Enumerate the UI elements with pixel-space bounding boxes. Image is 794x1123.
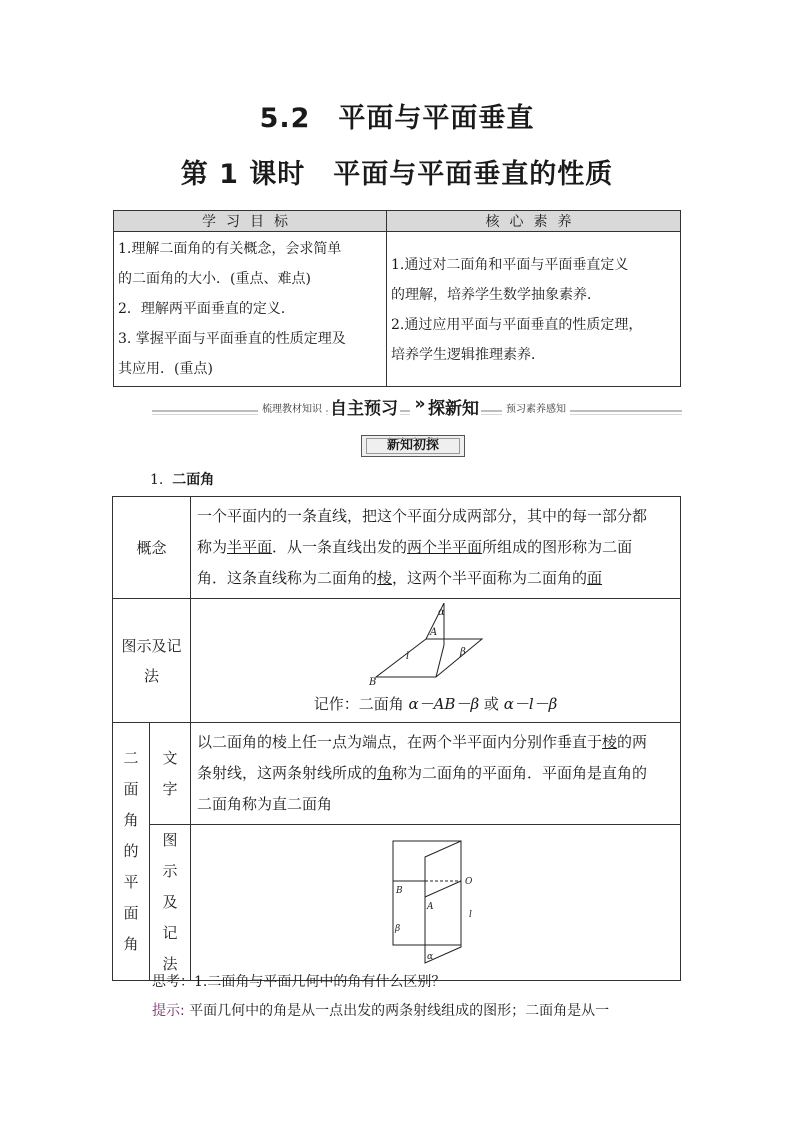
- plane-angle-text: 以二面角的棱上任一点为端点，在两个半平面内分别作垂直于棱的两 条射线，这两条射线所成的角称为二面角的平面角．平面角是直角的 二面角称为直二面角: [191, 723, 681, 825]
- label-beta2: β: [394, 923, 400, 934]
- notation-line: 记作：二面角 α－AB－β 或 α－l－β: [313, 695, 558, 713]
- literacy-list: 1.通过对二面角和平面与平面垂直定义 的理解，培养学生数学抽象素养． 2.通过应用平面与平面垂直的性质定理， 培养学生逻辑推理素养．: [387, 232, 681, 387]
- concept-text: 一个平面内的一条直线，把这个平面分成两部分，其中的每一部分都 称为半平面．从一条直线出发的两个半平面所组成的图形称为二面 角．这条直线称为二面角的棱，这两个半平面称为二面角的面: [191, 497, 681, 599]
- label-A: A: [429, 627, 437, 638]
- text-label: 文 字: [150, 723, 191, 825]
- label-A2: A: [426, 901, 433, 912]
- label-O: O: [464, 876, 472, 887]
- plane-beta: [376, 639, 482, 677]
- label-B: B: [368, 677, 376, 688]
- section-tag: 新知初探: [361, 435, 465, 457]
- plane-angle-figure-cell: [191, 825, 681, 981]
- hint-label: 提示:: [152, 1003, 185, 1019]
- think-question: 思考：1.二面角与平面几何中的角有什么区别？: [152, 974, 446, 990]
- label-l2: l: [468, 909, 472, 920]
- objectives-header: 学习目标: [114, 211, 387, 232]
- label-alpha2: α: [426, 951, 433, 962]
- term-two-half-planes: 两个半平面: [407, 538, 483, 556]
- plane-angle-label: 二 面 角 的 平 面 角: [113, 723, 150, 981]
- label-alpha: α: [437, 607, 445, 618]
- dihedral-figure-cell: [191, 599, 681, 723]
- label-B2: B: [395, 885, 403, 896]
- objectives-list: 1.理解二面角的有关概念，会求简单 的二面角的大小．(重点、难点) 2．理解两平面垂直的定义． 3. 掌握平面与平面垂直的性质定理及 其应用．(重点): [114, 232, 387, 387]
- term-half-plane: 半平面: [227, 538, 273, 556]
- hint-text: 平面几何中的角是从一点出发的两条射线组成的图形；二面角是从一: [184, 1003, 610, 1019]
- hint-line: [152, 1000, 609, 1020]
- banner-arrow-icon: »: [410, 394, 430, 418]
- dihedral-table: [112, 496, 681, 981]
- banner-left-text: 梳理教材知识: [258, 400, 326, 424]
- figure-label: 图 示 及 记 法: [150, 825, 191, 981]
- diagram-label: 图示及记 法: [113, 599, 191, 723]
- banner-right-text: 预习素养感知: [502, 400, 570, 424]
- term-face: 面: [587, 569, 603, 587]
- banner-main-text: 自主预习: [328, 394, 400, 418]
- objectives-table: [113, 210, 681, 387]
- plane-angle-figure: [389, 835, 483, 971]
- section-title: 5.2 平面与平面垂直: [259, 103, 535, 134]
- topic-heading: 1. 二面角: [150, 472, 215, 488]
- dihedral-angle-figure: [366, 603, 506, 689]
- label-l: l: [405, 651, 409, 662]
- label-beta: β: [459, 647, 466, 658]
- banner-main-text-2: 探新知: [426, 394, 481, 418]
- lesson-title: 第 1 课时 平面与平面垂直的性质: [180, 159, 614, 190]
- literacy-header: 核心素养: [387, 211, 681, 232]
- concept-label: 概念: [113, 497, 191, 599]
- term-edge: 棱: [377, 569, 393, 587]
- section-banner: [152, 394, 682, 418]
